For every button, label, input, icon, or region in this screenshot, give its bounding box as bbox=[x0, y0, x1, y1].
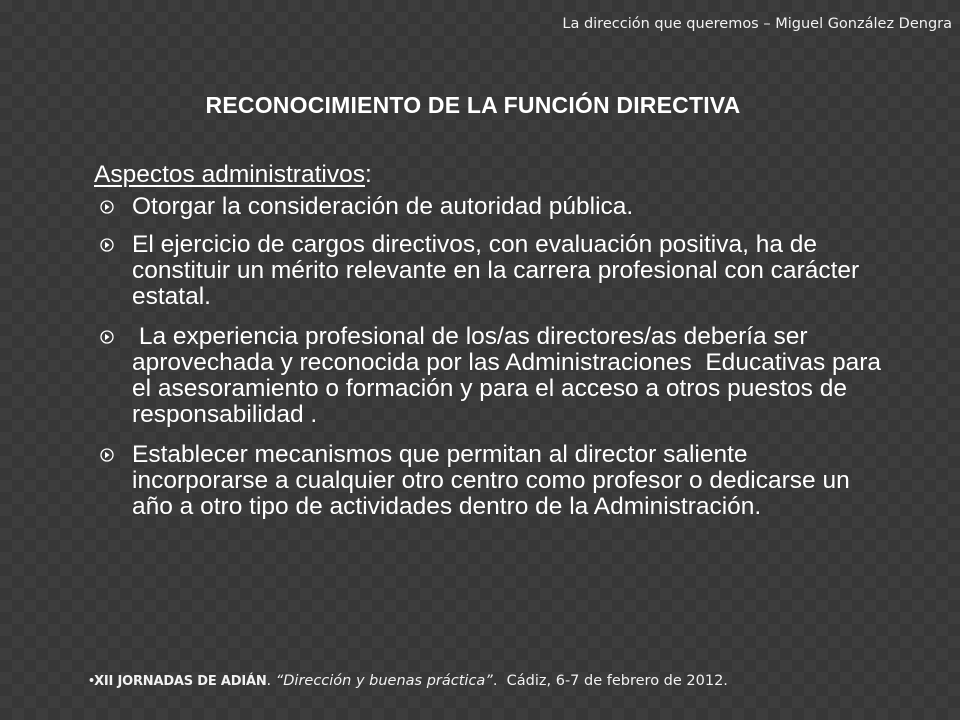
footer-bullet: • bbox=[89, 673, 95, 689]
footer-theme: “Dirección y buenas práctica” bbox=[275, 673, 493, 689]
bullet-item bbox=[94, 194, 884, 220]
footer-separator: . bbox=[266, 673, 276, 689]
bullet-text: El ejercicio de cargos directivos, con evaluación positiva, ha de constituir un mérito relevante en la carrera profesional con carácter estatal. bbox=[132, 231, 860, 310]
footer-details: . Cádiz, 6-7 de febrero de 2012. bbox=[492, 673, 728, 689]
header-note: La dirección que queremos – Miguel González Dengra bbox=[562, 16, 952, 32]
bullet-list bbox=[94, 193, 888, 520]
bullet-text: Otorgar la consideración de autoridad pública. bbox=[132, 193, 634, 220]
section-heading-suffix: : bbox=[364, 161, 372, 188]
bullet-text: Establecer mecanismos que permitan al director saliente incorporarse a cualquier otro centro como profesor o dedicarse un año a otro tipo de actividades dentro de la Administración. bbox=[132, 441, 850, 520]
section-heading-text: Aspectos administrativos bbox=[94, 161, 365, 188]
footer-citation bbox=[89, 673, 728, 689]
footer-event: XII JORNADAS DE ADIÁN bbox=[94, 674, 267, 689]
circled-arrow-icon bbox=[100, 330, 114, 344]
circled-arrow-icon bbox=[100, 448, 114, 462]
slide-title: RECONOCIMIENTO DE LA FUNCIÓN DIRECTIVA bbox=[205, 92, 741, 118]
circled-arrow-icon bbox=[100, 238, 114, 252]
bullet-item bbox=[94, 323, 888, 428]
bullet-item bbox=[94, 442, 884, 520]
slide-content bbox=[94, 161, 888, 534]
bullet-item bbox=[94, 232, 884, 310]
section-heading bbox=[94, 162, 884, 188]
circled-arrow-icon bbox=[100, 200, 114, 214]
bullet-text: La experiencia profesional de los/as directores/as debería ser aprovechada y reconocida por las Administraciones Educativas para el asesoramiento o formación y para el acceso a otros puestos de responsabilidad . bbox=[132, 323, 888, 428]
